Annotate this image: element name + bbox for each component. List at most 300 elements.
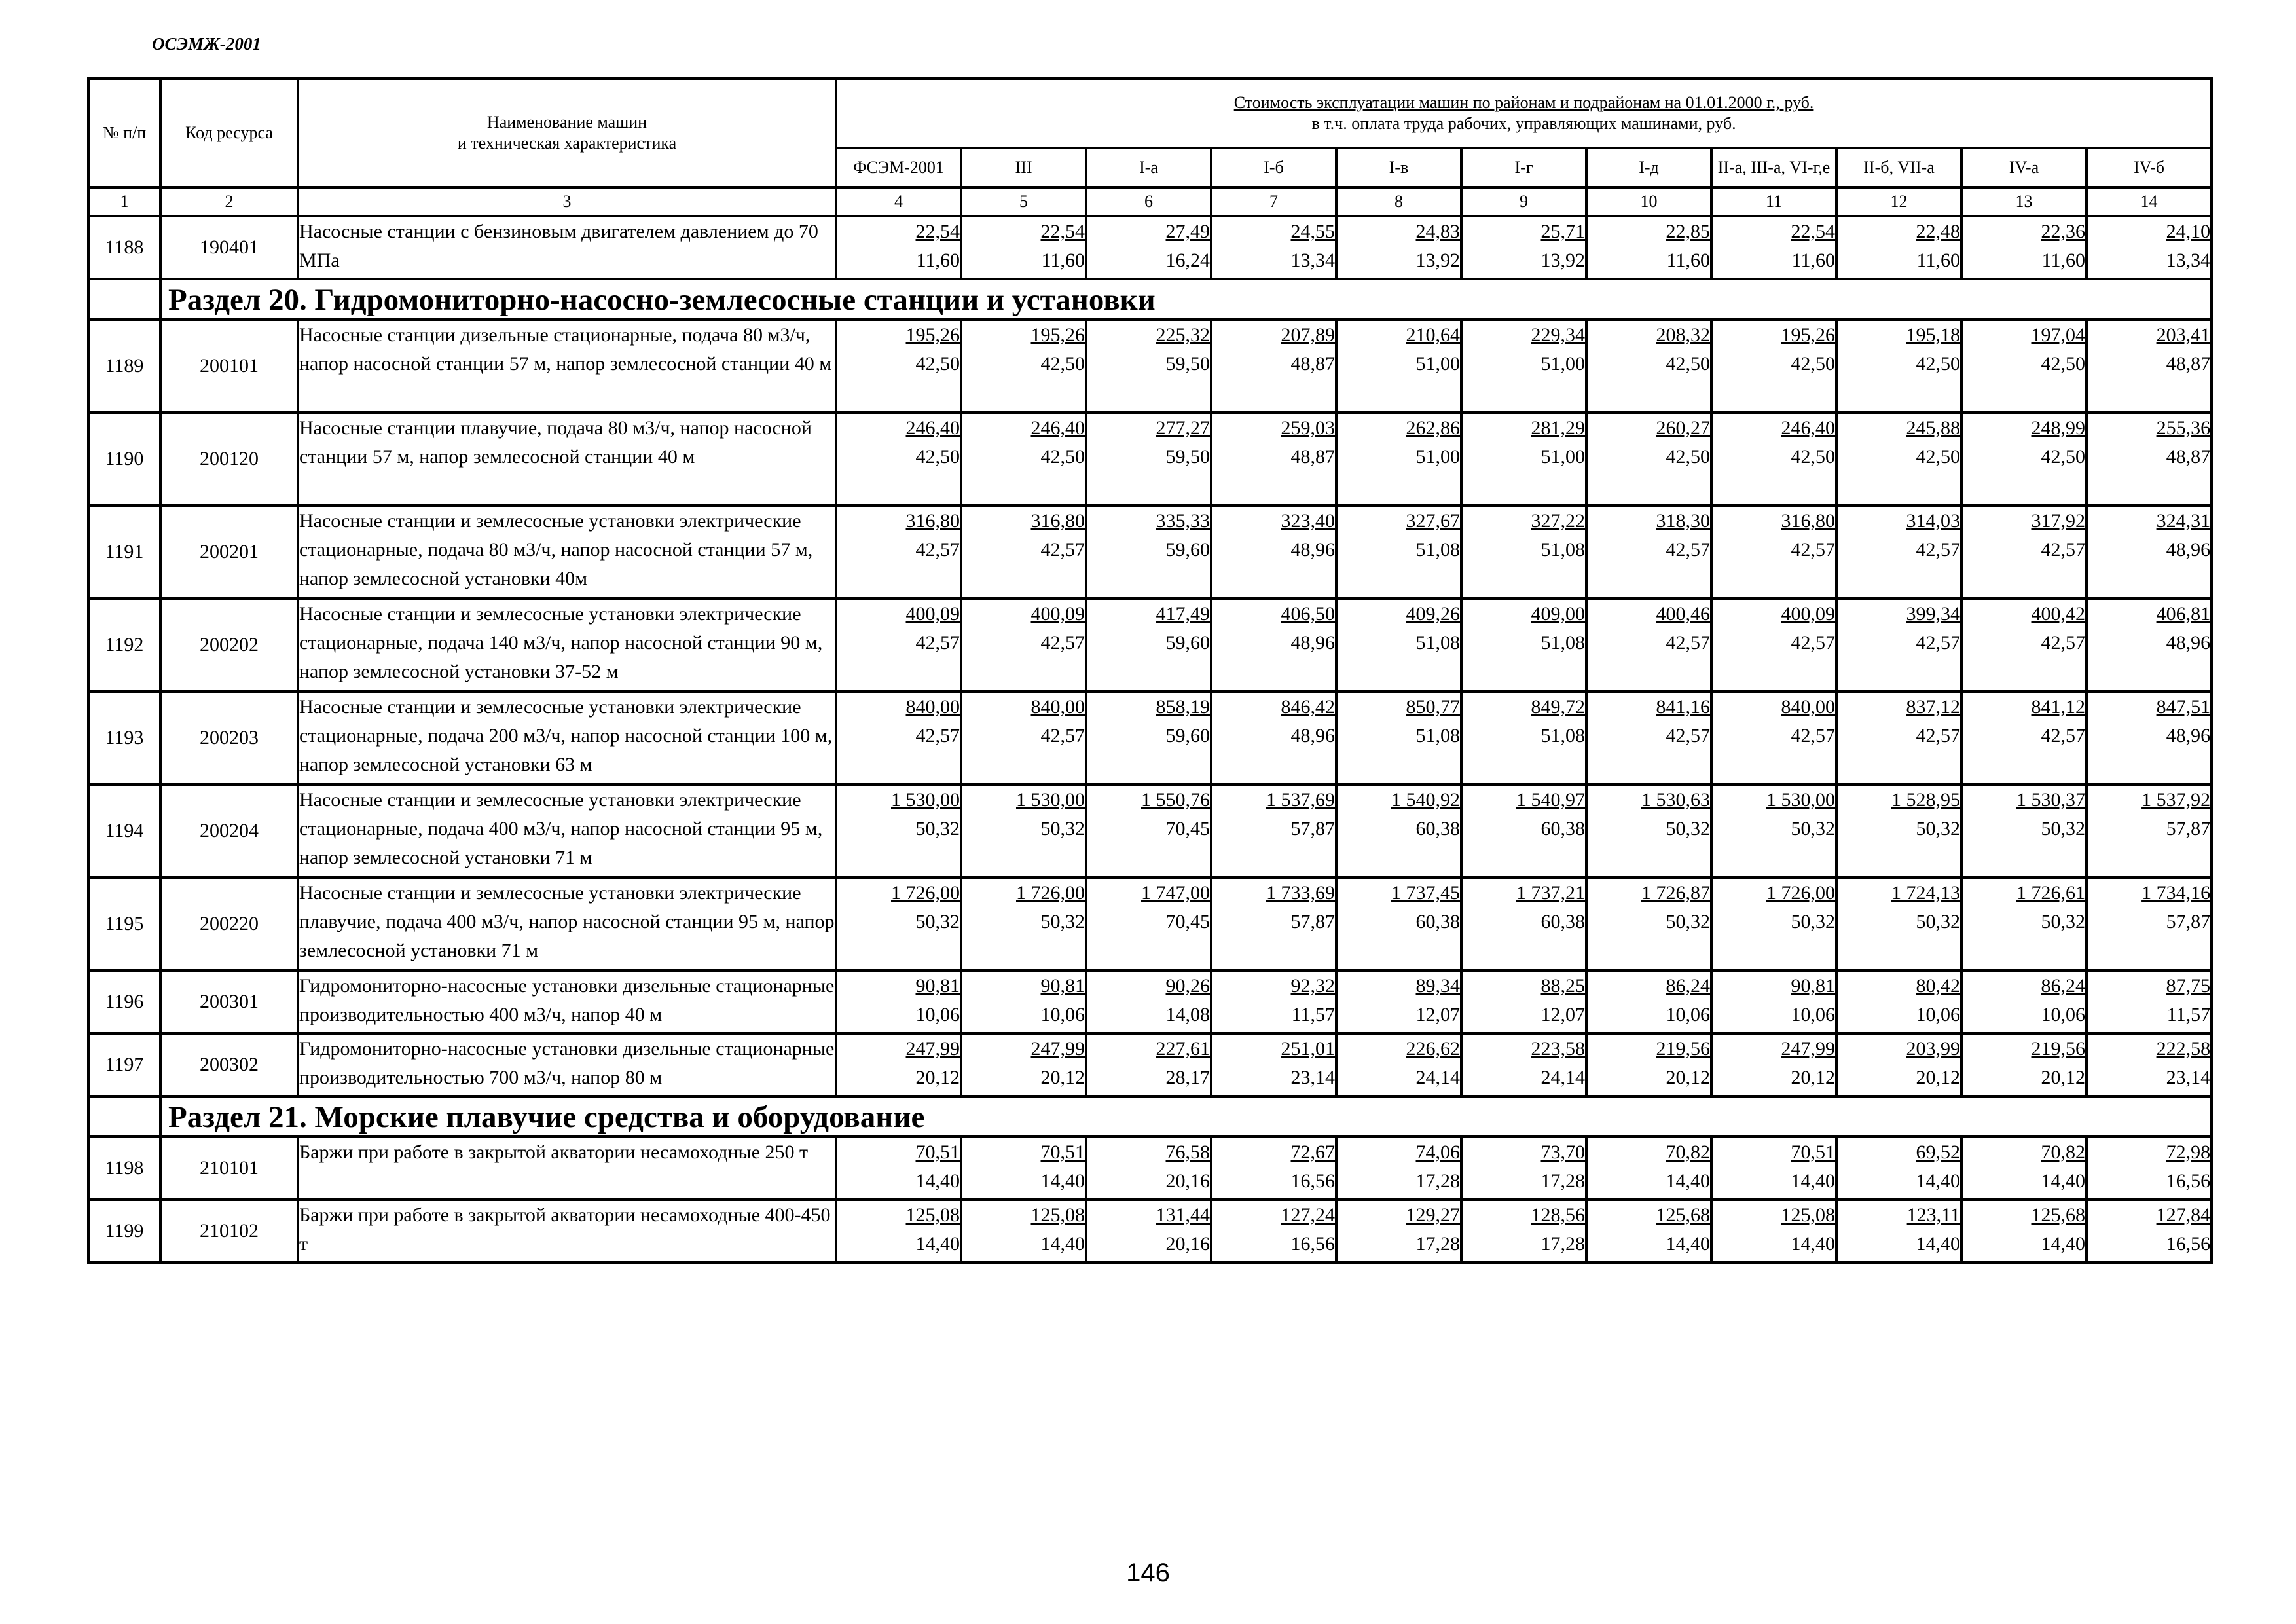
operating-cost: 317,92 — [2031, 510, 2085, 532]
labor-cost: 42,50 — [1791, 353, 1835, 375]
labor-cost: 42,57 — [1666, 725, 1710, 747]
labor-cost: 20,12 — [2041, 1067, 2085, 1088]
cost-cell — [1211, 599, 1336, 692]
operating-cost: 277,27 — [1156, 417, 1210, 439]
labor-cost: 50,32 — [1916, 911, 1960, 932]
labor-cost: 60,38 — [1540, 911, 1585, 932]
cost-cell — [1086, 320, 1211, 413]
labor-cost: 20,12 — [915, 1067, 960, 1088]
resource-code: 200202 — [160, 599, 298, 692]
operating-cost: 70,82 — [2041, 1141, 2085, 1163]
cost-cell — [1586, 216, 1711, 279]
operating-cost: 1 726,00 — [891, 882, 960, 904]
cost-cell — [1961, 1137, 2086, 1200]
cost-cell — [961, 1033, 1086, 1096]
operating-cost: 259,03 — [1281, 417, 1335, 439]
cost-cell — [836, 877, 961, 970]
cost-cell — [836, 970, 961, 1033]
cost-cell — [961, 413, 1086, 506]
cost-cell — [1211, 216, 1336, 279]
cost-cell — [1211, 320, 1336, 413]
labor-cost: 50,32 — [1040, 911, 1085, 932]
operating-cost: 260,27 — [1656, 417, 1710, 439]
table-row — [88, 1200, 2212, 1263]
operating-cost: 22,85 — [1666, 221, 1710, 242]
operating-cost: 223,58 — [1531, 1038, 1585, 1060]
header-name-line2: и техническая характеристика — [457, 134, 677, 153]
cost-cell — [1961, 216, 2086, 279]
labor-cost: 51,00 — [1540, 446, 1585, 468]
cost-cell — [2086, 877, 2212, 970]
cost-cell — [961, 970, 1086, 1033]
cost-cell — [1086, 216, 1211, 279]
cost-cell — [1336, 1033, 1461, 1096]
labor-cost: 51,08 — [1415, 539, 1460, 561]
machine-name: Насосные станции и землесосные установки электрические плавучие, подача 400 м3/ч, напор насосной станции 95 м, напор землесосной установки 71 м — [298, 877, 836, 970]
labor-cost: 20,12 — [1040, 1067, 1085, 1088]
labor-cost: 48,96 — [1290, 632, 1335, 654]
labor-cost: 20,16 — [1165, 1233, 1210, 1255]
cost-cell — [961, 1200, 1086, 1263]
labor-cost: 51,08 — [1540, 632, 1585, 654]
labor-cost: 14,40 — [1791, 1233, 1835, 1255]
cost-cell — [1086, 413, 1211, 506]
table-row — [88, 413, 2212, 506]
resource-code: 200302 — [160, 1033, 298, 1096]
labor-cost: 16,56 — [2166, 1170, 2211, 1192]
labor-cost: 42,57 — [1666, 539, 1710, 561]
operating-cost: 1 733,69 — [1266, 882, 1335, 904]
operating-cost: 849,72 — [1531, 696, 1585, 718]
column-number-cell: 9 — [1461, 187, 1586, 216]
table-row — [88, 877, 2212, 970]
cost-cell — [961, 784, 1086, 877]
operating-cost: 327,22 — [1531, 510, 1585, 532]
table-body — [88, 216, 2212, 1263]
labor-cost: 20,12 — [1791, 1067, 1835, 1088]
operating-cost: 247,99 — [1781, 1038, 1835, 1060]
operating-cost: 246,40 — [1030, 417, 1085, 439]
cost-cell — [1461, 216, 1586, 279]
cost-cell — [2086, 692, 2212, 784]
labor-cost: 42,57 — [1916, 632, 1960, 654]
operating-cost: 73,70 — [1540, 1141, 1585, 1163]
operating-cost: 1 747,00 — [1141, 882, 1210, 904]
labor-cost: 24,14 — [1540, 1067, 1585, 1088]
labor-cost: 42,57 — [1916, 725, 1960, 747]
labor-cost: 42,57 — [2041, 539, 2085, 561]
operating-cost: 246,40 — [1781, 417, 1835, 439]
operating-cost: 1 734,16 — [2141, 882, 2211, 904]
operating-cost: 86,24 — [2041, 975, 2085, 997]
labor-cost: 48,96 — [2166, 725, 2211, 747]
column-number-cell: 7 — [1211, 187, 1336, 216]
operating-cost: 226,62 — [1406, 1038, 1460, 1060]
cost-cell — [1586, 320, 1711, 413]
cost-cell — [836, 1137, 961, 1200]
labor-cost: 42,50 — [915, 446, 960, 468]
operating-cost: 72,98 — [2166, 1141, 2211, 1163]
operating-cost: 22,54 — [1791, 221, 1835, 242]
cost-cell — [1211, 877, 1336, 970]
labor-cost: 24,14 — [1415, 1067, 1460, 1088]
cost-cell — [1586, 784, 1711, 877]
operating-cost: 70,51 — [1040, 1141, 1085, 1163]
cost-cell — [836, 1200, 961, 1263]
labor-cost: 42,57 — [2041, 725, 2085, 747]
operating-cost: 1 540,92 — [1391, 789, 1460, 811]
labor-cost: 20,12 — [1666, 1067, 1710, 1088]
cost-cell — [836, 599, 961, 692]
cost-cell — [1461, 320, 1586, 413]
column-number-cell: 5 — [961, 187, 1086, 216]
labor-cost: 16,56 — [1290, 1233, 1335, 1255]
cost-cell — [1461, 413, 1586, 506]
row-number: 1198 — [88, 1137, 160, 1200]
labor-cost: 50,32 — [1040, 818, 1085, 840]
labor-cost: 42,50 — [1666, 446, 1710, 468]
region-header-cell: I-в — [1336, 148, 1461, 187]
cost-cell — [1711, 1137, 1836, 1200]
labor-cost: 10,06 — [2041, 1004, 2085, 1025]
table-header — [88, 79, 2212, 216]
cost-cell — [1836, 1137, 1961, 1200]
row-number: 1192 — [88, 599, 160, 692]
row-number: 1197 — [88, 1033, 160, 1096]
cost-cell — [2086, 413, 2212, 506]
cost-cell — [1711, 599, 1836, 692]
operating-cost: 24,83 — [1415, 221, 1460, 242]
column-number-cell: 11 — [1711, 187, 1836, 216]
cost-cell — [1461, 1033, 1586, 1096]
operating-cost: 22,54 — [1040, 221, 1085, 242]
cost-cell — [961, 216, 1086, 279]
operating-cost: 22,36 — [2041, 221, 2085, 242]
cost-cell — [2086, 216, 2212, 279]
operating-cost: 195,18 — [1906, 324, 1960, 346]
cost-cell — [836, 1033, 961, 1096]
labor-cost: 42,50 — [1791, 446, 1835, 468]
labor-cost: 11,60 — [1791, 249, 1835, 271]
operating-cost: 88,25 — [1540, 975, 1585, 997]
cost-cell — [1961, 692, 2086, 784]
labor-cost: 17,28 — [1415, 1170, 1460, 1192]
cost-cell — [1586, 970, 1711, 1033]
cost-cell — [1086, 877, 1211, 970]
operating-cost: 92,32 — [1290, 975, 1335, 997]
operating-cost: 72,67 — [1290, 1141, 1335, 1163]
labor-cost: 14,40 — [1040, 1170, 1085, 1192]
operating-cost: 262,86 — [1406, 417, 1460, 439]
resource-code: 200120 — [160, 413, 298, 506]
labor-cost: 11,60 — [1041, 249, 1085, 271]
cost-cell — [1211, 506, 1336, 599]
operating-cost: 229,34 — [1531, 324, 1585, 346]
labor-cost: 17,28 — [1415, 1233, 1460, 1255]
operating-cost: 1 530,00 — [1016, 789, 1085, 811]
row-number: 1196 — [88, 970, 160, 1033]
labor-cost: 42,57 — [1040, 632, 1085, 654]
cost-cell — [1836, 599, 1961, 692]
operating-cost: 1 528,95 — [1891, 789, 1960, 811]
operating-cost: 400,42 — [2031, 603, 2085, 625]
operating-cost: 76,58 — [1165, 1141, 1210, 1163]
header-code: Код ресурса — [160, 79, 298, 187]
machine-name: Насосные станции плавучие, подача 80 м3/ч, напор насосной станции 57 м, напор землесосной станции 40 м — [298, 413, 836, 506]
labor-cost: 48,96 — [2166, 632, 2211, 654]
operating-cost: 203,41 — [2156, 324, 2211, 346]
column-number-cell: 13 — [1961, 187, 2086, 216]
machine-name: Гидромониторно-насосные установки дизельные стационарные производительностью 700 м3/ч, напор 80 м — [298, 1033, 836, 1096]
operating-cost: 1 530,00 — [891, 789, 960, 811]
column-number-cell: 1 — [88, 187, 160, 216]
table-row — [88, 1033, 2212, 1096]
labor-cost: 14,40 — [2041, 1233, 2085, 1255]
row-number: 1195 — [88, 877, 160, 970]
operating-cost: 24,55 — [1290, 221, 1335, 242]
cost-cell — [1711, 506, 1836, 599]
column-number-cell: 3 — [298, 187, 836, 216]
cost-cell — [1461, 877, 1586, 970]
operating-cost: 1 540,97 — [1516, 789, 1585, 811]
machine-name: Насосные станции с бензиновым двигателем давлением до 70 МПа — [298, 216, 836, 279]
labor-cost: 48,87 — [1290, 446, 1335, 468]
cost-cell — [1961, 784, 2086, 877]
labor-cost: 59,50 — [1165, 353, 1210, 375]
resource-code: 200203 — [160, 692, 298, 784]
resource-code: 200201 — [160, 506, 298, 599]
cost-cell — [1336, 506, 1461, 599]
operating-cost: 123,11 — [1906, 1204, 1960, 1226]
operating-cost: 24,10 — [2166, 221, 2211, 242]
resource-code: 200204 — [160, 784, 298, 877]
labor-cost: 11,60 — [1916, 249, 1960, 271]
operating-cost: 125,08 — [1781, 1204, 1835, 1226]
row-number: 1199 — [88, 1200, 160, 1263]
cost-cell — [961, 506, 1086, 599]
labor-cost: 51,08 — [1415, 725, 1460, 747]
cost-cell — [1211, 413, 1336, 506]
labor-cost: 42,50 — [1916, 353, 1960, 375]
region-header-cell: II-б, VII-а — [1836, 148, 1961, 187]
machine-name: Насосные станции и землесосные установки электрические стационарные, подача 400 м3/ч, напор насосной станции 95 м, напор землесосной установки 71 м — [298, 784, 836, 877]
labor-cost: 13,34 — [1290, 249, 1335, 271]
resource-code: 200220 — [160, 877, 298, 970]
operating-cost: 195,26 — [1030, 324, 1085, 346]
operating-cost: 219,56 — [1656, 1038, 1710, 1060]
operating-cost: 127,24 — [1281, 1204, 1335, 1226]
labor-cost: 13,34 — [2166, 249, 2211, 271]
operating-cost: 281,29 — [1531, 417, 1585, 439]
operating-cost: 318,30 — [1656, 510, 1710, 532]
labor-cost: 11,60 — [1666, 249, 1710, 271]
operating-cost: 22,48 — [1916, 221, 1960, 242]
labor-cost: 51,00 — [1415, 353, 1460, 375]
cost-cell — [2086, 1033, 2212, 1096]
operating-cost: 70,51 — [1791, 1141, 1835, 1163]
section-title: Раздел 20. Гидромониторно-насосно-землесосные станции и установки — [160, 279, 2212, 320]
operating-cost: 847,51 — [2156, 696, 2211, 718]
labor-cost: 11,60 — [916, 249, 960, 271]
cost-cell — [1961, 1033, 2086, 1096]
labor-cost: 42,50 — [2041, 446, 2085, 468]
resource-code: 190401 — [160, 216, 298, 279]
labor-cost: 17,28 — [1540, 1170, 1585, 1192]
cost-cell — [1836, 692, 1961, 784]
cost-cell — [1086, 970, 1211, 1033]
cost-cell — [1711, 320, 1836, 413]
cost-cell — [961, 877, 1086, 970]
operating-cost: 335,33 — [1156, 510, 1210, 532]
labor-cost: 42,57 — [1916, 539, 1960, 561]
header-num: № п/п — [88, 79, 160, 187]
labor-cost: 23,14 — [1290, 1067, 1335, 1088]
operating-cost: 90,26 — [1165, 975, 1210, 997]
cost-cell — [1836, 970, 1961, 1033]
section-row — [88, 1096, 2212, 1137]
labor-cost: 14,40 — [1666, 1170, 1710, 1192]
labor-cost: 13,92 — [1415, 249, 1460, 271]
resource-code: 200301 — [160, 970, 298, 1033]
cost-cell — [1211, 1200, 1336, 1263]
labor-cost: 13,92 — [1540, 249, 1585, 271]
cost-cell — [2086, 506, 2212, 599]
cost-cell — [1836, 320, 1961, 413]
operating-cost: 246,40 — [905, 417, 960, 439]
header-cost — [836, 79, 2212, 148]
cost-cell — [1086, 1200, 1211, 1263]
operating-cost: 1 537,92 — [2141, 789, 2211, 811]
operating-cost: 210,64 — [1406, 324, 1460, 346]
cost-cell — [1711, 970, 1836, 1033]
row-number: 1191 — [88, 506, 160, 599]
cost-cell — [2086, 784, 2212, 877]
operating-cost: 837,12 — [1906, 696, 1960, 718]
operating-cost: 1 726,00 — [1016, 882, 1085, 904]
cost-cell — [1711, 413, 1836, 506]
cost-cell — [1961, 413, 2086, 506]
cost-cell — [1836, 784, 1961, 877]
cost-cell — [1711, 877, 1836, 970]
operating-cost: 255,36 — [2156, 417, 2211, 439]
labor-cost: 42,57 — [1666, 632, 1710, 654]
labor-cost: 42,57 — [915, 632, 960, 654]
table-row — [88, 784, 2212, 877]
operating-cost: 1 726,87 — [1641, 882, 1710, 904]
cost-cell — [1586, 1137, 1711, 1200]
operating-cost: 74,06 — [1415, 1141, 1460, 1163]
operating-cost: 86,24 — [1666, 975, 1710, 997]
operating-cost: 245,88 — [1906, 417, 1960, 439]
section-title: Раздел 21. Морские плавучие средства и оборудование — [160, 1096, 2212, 1137]
operating-cost: 1 726,00 — [1766, 882, 1835, 904]
cost-cell — [1336, 877, 1461, 970]
operating-cost: 22,54 — [915, 221, 960, 242]
region-header-cell: III — [961, 148, 1086, 187]
region-header-cell: I-а — [1086, 148, 1211, 187]
page-number: 146 — [1126, 1559, 1170, 1587]
operating-cost: 248,99 — [2031, 417, 2085, 439]
labor-cost: 42,57 — [1040, 539, 1085, 561]
labor-cost: 57,87 — [2166, 911, 2211, 932]
labor-cost: 59,60 — [1165, 632, 1210, 654]
operating-cost: 316,80 — [1030, 510, 1085, 532]
labor-cost: 42,50 — [1666, 353, 1710, 375]
operating-cost: 222,58 — [2156, 1038, 2211, 1060]
section-row — [88, 279, 2212, 320]
operating-cost: 406,50 — [1281, 603, 1335, 625]
row-number: 1194 — [88, 784, 160, 877]
machine-name: Насосные станции и землесосные установки электрические стационарные, подача 140 м3/ч, напор насосной станции 90 м, напор землесосной установки 37-52 м — [298, 599, 836, 692]
labor-cost: 14,08 — [1165, 1004, 1210, 1025]
region-header-cell: I-б — [1211, 148, 1336, 187]
cost-cell — [1711, 1033, 1836, 1096]
resource-code: 210102 — [160, 1200, 298, 1263]
cost-cell — [1586, 877, 1711, 970]
labor-cost: 48,96 — [1290, 539, 1335, 561]
operating-cost: 125,68 — [1656, 1204, 1710, 1226]
operating-cost: 70,82 — [1666, 1141, 1710, 1163]
cost-cell — [1086, 784, 1211, 877]
labor-cost: 51,00 — [1415, 446, 1460, 468]
operating-cost: 125,08 — [1030, 1204, 1085, 1226]
cost-cell — [2086, 970, 2212, 1033]
operating-cost: 90,81 — [1791, 975, 1835, 997]
labor-cost: 42,57 — [915, 539, 960, 561]
cost-cell — [1336, 413, 1461, 506]
cost-cell — [1211, 1033, 1336, 1096]
cost-cell — [1461, 784, 1586, 877]
operating-cost: 841,16 — [1656, 696, 1710, 718]
cost-cell — [1586, 1033, 1711, 1096]
operating-cost: 128,56 — [1531, 1204, 1585, 1226]
cost-cell — [1336, 1200, 1461, 1263]
operating-cost: 417,49 — [1156, 603, 1210, 625]
labor-cost: 10,06 — [1791, 1004, 1835, 1025]
cost-cell — [1086, 1137, 1211, 1200]
operating-cost: 1 726,61 — [2016, 882, 2085, 904]
labor-cost: 51,08 — [1540, 725, 1585, 747]
operating-cost: 400,09 — [905, 603, 960, 625]
operating-cost: 1 530,00 — [1766, 789, 1835, 811]
cost-cell — [961, 320, 1086, 413]
cost-cell — [1961, 506, 2086, 599]
labor-cost: 42,50 — [1040, 353, 1085, 375]
labor-cost: 50,32 — [1666, 911, 1710, 932]
operating-cost: 1 530,37 — [2016, 789, 2085, 811]
labor-cost: 42,50 — [1916, 446, 1960, 468]
machine-name: Баржи при работе в закрытой акватории несамоходные 400-450 т — [298, 1200, 836, 1263]
operating-cost: 323,40 — [1281, 510, 1335, 532]
labor-cost: 14,40 — [1791, 1170, 1835, 1192]
labor-cost: 50,32 — [2041, 911, 2085, 932]
operating-cost: 25,71 — [1540, 221, 1585, 242]
labor-cost: 42,57 — [915, 725, 960, 747]
operating-cost: 90,81 — [1040, 975, 1085, 997]
labor-cost: 60,38 — [1415, 911, 1460, 932]
table-row — [88, 1137, 2212, 1200]
table-row — [88, 692, 2212, 784]
labor-cost: 10,06 — [1666, 1004, 1710, 1025]
labor-cost: 51,08 — [1415, 632, 1460, 654]
cost-cell — [1961, 599, 2086, 692]
column-number-cell: 6 — [1086, 187, 1211, 216]
labor-cost: 60,38 — [1540, 818, 1585, 840]
cost-cell — [836, 692, 961, 784]
cost-cell — [1336, 599, 1461, 692]
operating-cost: 125,68 — [2031, 1204, 2085, 1226]
cost-cell — [1086, 692, 1211, 784]
